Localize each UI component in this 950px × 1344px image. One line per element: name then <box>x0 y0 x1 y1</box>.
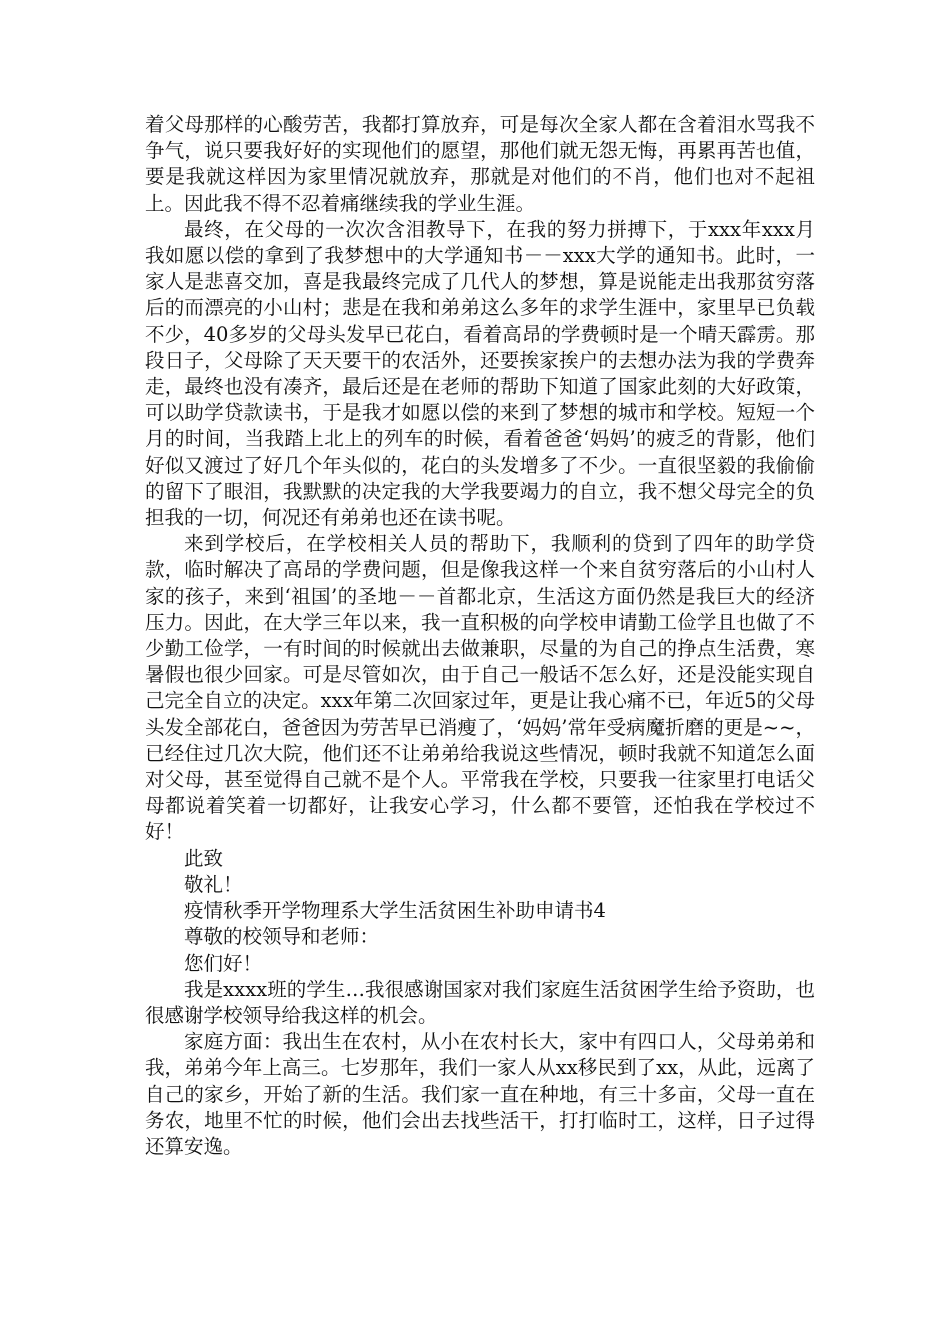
letter-greeting: 您们好！ <box>184 951 263 975</box>
letter-addressee: 尊敬的校领导和老师： <box>184 925 380 949</box>
paragraph-school-life: 来到学校后，在学校相关人员的帮助下，我顺利的贷到了四年的助学贷款，临时解决了高昂的学费问题，但是像我这样一个来自贫穷落后的小山村人家的孩子，来到‘祖国’的圣地－－首都北京，生活这方面仍然是我巨大的经济压力。因此，在大学三年以来，我一直积极的向学校申请勤工俭学且也做了不少勤工俭学，一有时间的时候就出去做兼职，尽量的为自己的挣点生活费，寒暑假也很少回家。可是尽管如次，由于自己一般话不怎么好，还是没能实现自己完全自立的决定。xxx年第二次回家过年，更是让我心痛不已，年近5的父母头发全部花白，爸爸因为劳苦早已消瘦了，‘妈妈’常年受病魔折磨的更是~~，已经住过几次大院，他们还不让弟弟给我说这些情况，顿时我就不知道怎么面对父母，甚至觉得自己就不是个人。平常我在学校，只要我一往家里打电话父母都说着笑着一切都好，让我安心学习，什么都不要管，还怕我在学校过不好！ <box>145 532 815 844</box>
closing-salutation: 此致 <box>184 846 224 870</box>
paragraph-introduction: 我是xxxx班的学生…我很感谢国家对我们家庭生活贫困学生给予资助，也很感谢学校领导给我这样的机会。 <box>145 977 815 1027</box>
closing-regards: 敬礼！ <box>184 872 243 896</box>
paragraph-continuation: 着父母那样的心酸劳苦，我都打算放弃，可是每次全家人都在含着泪水骂我不争气，说只要我好好的实现他们的愿望，那他们就无怨无悔，再累再苦也值，要是我就这样因为家里情况就放弃，那就是对他们的不肖，他们也对不起祖上。因此我不得不忍着痛继续我的学业生涯。 <box>145 113 815 215</box>
paragraph-admission: 最终，在父母的一次次含泪教导下，在我的努力拼搏下，于xxx年xxx月我如愿以偿的拿到了我梦想中的大学通知书－－xxx大学的通知书。此时，一家人是悲喜交加，喜是我最终完成了几代人的梦想，算是说能走出我那贫穷落后的而漂亮的小山村；悲是在我和弟弟这么多年的求学生涯中，家里早已负载不少，40多岁的父母头发早已花白，看着高昂的学费顿时是一个晴天霹雳。那段日子，父母除了天天要干的农活外，还要挨家挨户的去想办法为我的学费奔走，最终也没有凑齐，最后还是在老师的帮助下知道了国家此刻的大好政策，可以助学贷款读书，于是我才如愿以偿的来到了梦想的城市和学校。短短一个月的时间，当我踏上北上的列车的时候，看着爸爸‘妈妈’的疲乏的背影，他们好似又渡过了好几个年头似的，花白的头发增多了不少。一直很坚毅的我偷偷的留下了眼泪，我默默的决定我的大学我要竭力的自立，我不想父母完全的负担我的一切，何况还有弟弟也还在读书呢。 <box>145 217 815 530</box>
document-body <box>145 112 815 1160</box>
paragraph-family: 家庭方面：我出生在农村，从小在农村长大，家中有四口人，父母弟弟和我，弟弟今年上高三。七岁那年，我们一家人从xx移民到了xx，从此，远离了自己的家乡，开始了新的生活。我们家一直在种地，有三十多亩，父母一直在务农，地里不忙的时候，他们会出去找些活干，打打临时工，这样，日子过得还算安逸。 <box>145 1030 815 1158</box>
section-title: 疫情秋季开学物理系大学生活贫困生补助申请书4 <box>184 899 606 923</box>
